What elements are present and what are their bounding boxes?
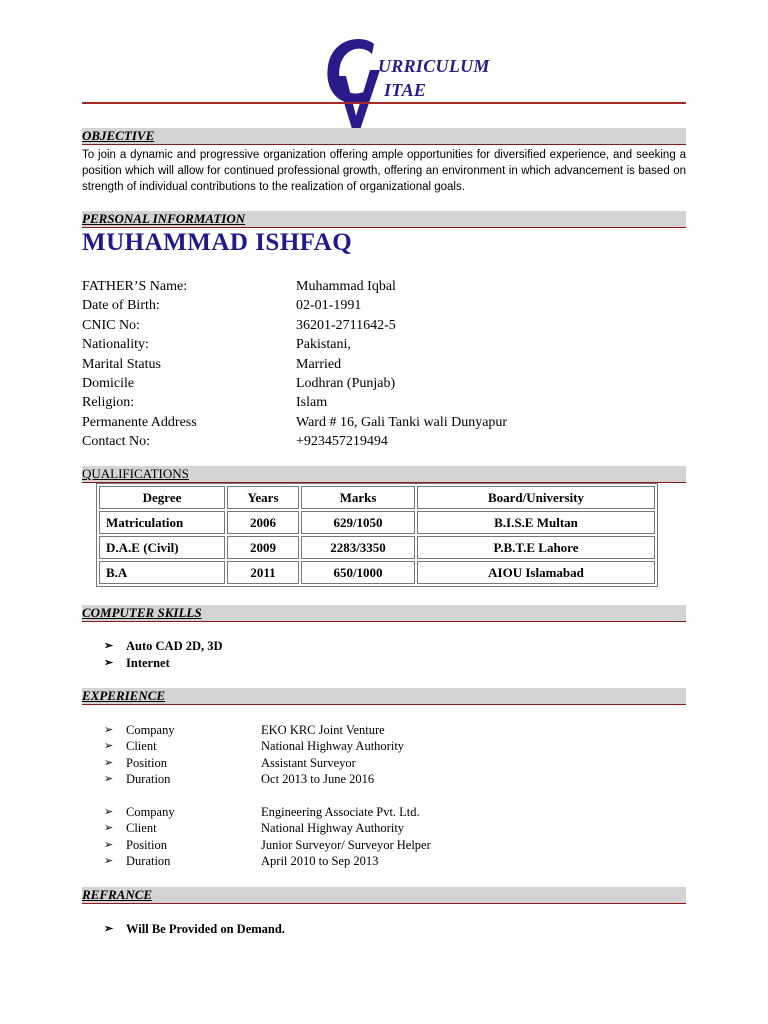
exp-label: Client [126,821,157,836]
info-label: FATHER’S Name: [82,279,188,294]
info-row [82,277,682,296]
info-row [82,316,682,335]
info-row [82,393,682,412]
info-row [82,374,682,393]
exp-label: Client [126,739,157,754]
info-value: Married [296,356,342,372]
info-row [82,432,682,451]
info-value: Pakistani, [296,337,351,353]
skills-heading-text: COMPUTER SKILLS [82,605,202,620]
list-item [104,755,404,771]
table-cell: 2009 [227,536,299,559]
objective-heading-text: OBJECTIVE [82,128,155,143]
experience-heading-text: EXPERIENCE [82,688,166,703]
list-item [104,837,431,853]
exp-label: Duration [126,771,171,786]
qualifications-heading [82,466,686,483]
info-row [82,296,682,315]
info-label: Marital Status [82,356,161,372]
exp-value: Junior Surveyor/ Surveyor Helper [261,837,431,852]
objective-text: To join a dynamic and progressive organization offering ample opportunities for diversified experience, and seeking a position which will allow for continued professional growth, offering an environment in which advancement is based on strength of individual contributions to the realization of organizational goals. [82,149,686,193]
exp-value: EKO KRC Joint Venture [261,723,385,737]
column-header: Years [227,486,299,509]
info-label: Religion: [82,395,135,411]
reference-text: Will Be Provided on Demand. [126,922,285,936]
arrow-bullet-icon: ➢ [104,822,114,835]
info-value: Lodhran (Punjab) [296,375,396,391]
list-item [104,820,431,836]
personal-heading-text: PERSONAL INFORMATION [82,211,246,226]
info-value: 02-01-1991 [296,298,362,314]
table-cell: B.A [99,561,225,584]
exp-value: National Highway Authority [261,821,405,836]
info-row [82,413,682,432]
arrow-bullet-icon: ➢ [104,854,114,867]
reference-list [104,921,285,938]
column-header: Marks [301,486,415,509]
arrow-bullet-icon: ➢ [104,923,114,935]
info-value: Islam [296,395,328,411]
qualifications-table [96,483,658,587]
table-cell: B.I.S.E Multan [417,511,655,534]
arrow-bullet-icon: ➢ [104,806,114,818]
info-value: +923457219494 [296,434,388,450]
exp-label: Company [126,805,175,819]
skills-list [104,638,223,671]
list-item [104,738,404,754]
arrow-bullet-icon: ➢ [104,756,114,769]
skill-text: Auto CAD 2D, 3D [126,639,223,653]
info-value: Muhammad Iqbal [296,279,396,294]
exp-value: Engineering Associate Pvt. Ltd. [261,805,420,819]
cv-title [378,54,490,102]
table-row [99,511,655,534]
column-header: Board/University [417,486,655,509]
arrow-bullet-icon: ➢ [104,640,114,652]
candidate-name: MUHAMMAD ISHFAQ [82,229,353,256]
info-label: Contact No: [82,434,151,450]
reference-heading-text: REFRANCE [82,887,153,902]
arrow-bullet-icon: ➢ [104,740,114,753]
info-label: Date of Birth: [82,298,160,314]
info-label: Permanente Address [82,414,197,430]
experience-heading [82,688,686,705]
cv-title-line2: ITAE [384,80,427,100]
exp-value: Assistant Surveyor [261,755,356,770]
reference-heading [82,887,686,904]
list-item [104,804,431,820]
table-cell: P.B.T.E Lahore [417,536,655,559]
table-cell: 2006 [227,511,299,534]
exp-label: Company [126,723,175,737]
cv-title-line1: URRICULUM [378,56,490,76]
table-row [99,561,655,584]
info-label: Nationality: [82,337,149,353]
table-cell: AIOU Islamabad [417,561,655,584]
table-cell: 2283/3350 [301,536,415,559]
skill-text: Internet [126,655,170,670]
table-cell: 2011 [227,561,299,584]
exp-label: Duration [126,853,171,868]
list-item [104,853,431,869]
table-cell: 650/1000 [301,561,415,584]
info-value: Ward # 16, Gali Tanki wali Dunyapur [296,414,508,430]
arrow-bullet-icon: ➢ [104,838,114,851]
experience-job [104,722,404,787]
arrow-bullet-icon: ➢ [104,772,114,785]
exp-value: Oct 2013 to June 2016 [261,771,375,786]
exp-label: Position [126,837,167,852]
exp-value: National Highway Authority [261,739,405,754]
exp-value: April 2010 to Sep 2013 [261,853,379,868]
info-value: 36201-2711642-5 [296,317,396,333]
info-row [82,355,682,374]
skills-heading [82,605,686,622]
info-label: CNIC No: [82,317,140,333]
personal-info-list [82,277,682,452]
table-cell: D.A.E (Civil) [99,536,225,559]
info-label: Domicile [82,375,135,391]
list-item [104,722,404,738]
experience-job [104,804,431,869]
table-header-row [99,486,655,509]
arrow-bullet-icon: ➢ [104,724,114,736]
header-rule [82,102,686,104]
personal-heading [82,211,686,228]
exp-label: Position [126,755,167,770]
arrow-bullet-icon: ➢ [104,656,114,669]
table-cell: Matriculation [99,511,225,534]
list-item [104,655,223,672]
list-item [104,638,223,655]
list-item [104,921,285,938]
table-cell: 629/1050 [301,511,415,534]
column-header: Degree [99,486,225,509]
info-row [82,335,682,354]
objective-heading [82,128,686,145]
list-item [104,771,404,787]
table-row [99,536,655,559]
qualifications-heading-text: QUALIFICATIONS [82,466,189,481]
